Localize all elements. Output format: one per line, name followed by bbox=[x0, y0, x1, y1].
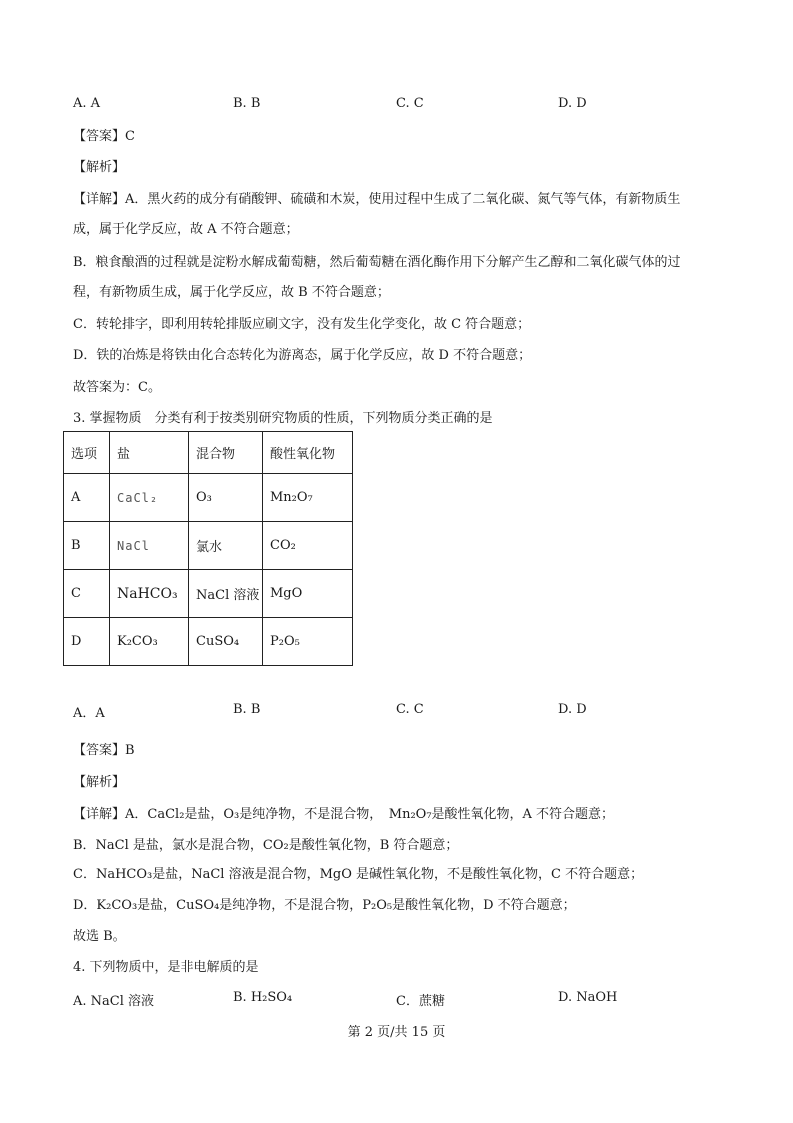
oxide-cell: Mn₂O₇ bbox=[263, 474, 353, 522]
q4-stem: 4. 下列物质中，是非电解质的是 bbox=[73, 960, 259, 975]
q2-detail-4: D．铁的冶炼是将铁由化合态转化为游离态，属于化学反应，故 D 不符合题意； bbox=[73, 348, 532, 363]
q2-detail-2b: 程，有新物质生成，属于化学反应，故 B 不符合题意； bbox=[73, 285, 390, 300]
q3-option-c: C. C bbox=[396, 702, 424, 717]
row-label: C bbox=[64, 570, 110, 618]
q2-option-a: A. A bbox=[73, 96, 101, 111]
table-row bbox=[64, 618, 353, 666]
table-row bbox=[64, 474, 353, 522]
header-acidic-oxide: 酸性氧化物 bbox=[263, 432, 353, 474]
q3-analysis-label: 【解析】 bbox=[73, 775, 126, 790]
q3-classification-table bbox=[63, 431, 353, 666]
table-row bbox=[64, 522, 353, 570]
q4-options bbox=[73, 990, 733, 1008]
row-label: A bbox=[64, 474, 110, 522]
q2-analysis-label: 【解析】 bbox=[73, 160, 126, 175]
oxide-cell: CO₂ bbox=[263, 522, 353, 570]
q2-option-b: B. B bbox=[233, 96, 261, 111]
q3-options bbox=[73, 702, 733, 720]
q2-conclusion: 故答案为：C。 bbox=[73, 380, 161, 395]
q4-option-a: A. NaCl 溶液 bbox=[73, 994, 155, 1009]
q2-answer: 【答案】C bbox=[73, 129, 135, 144]
q3-detail-2: B．NaCl 是盐，氯水是混合物，CO₂是酸性氧化物，B 符合题意； bbox=[73, 838, 459, 853]
q4-option-c: C．蔗糖 bbox=[396, 994, 445, 1009]
oxide-cell: MgO bbox=[263, 570, 353, 618]
mixture-cell: O₃ bbox=[189, 474, 263, 522]
row-label: B bbox=[64, 522, 110, 570]
header-mixture: 混合物 bbox=[189, 432, 263, 474]
q3-conclusion: 故选 B。 bbox=[73, 929, 126, 944]
q3-detail-3: C．NaHCO₃是盐，NaCl 溶液是混合物，MgO 是碱性氧化物，不是酸性氧化物，C 不符合题意； bbox=[73, 867, 644, 882]
q2-option-c: C. C bbox=[396, 96, 424, 111]
q3-stem: 3. 掌握物质 分类有利于按类别研究物质的性质，下列物质分类正确的是 bbox=[73, 411, 493, 426]
oxide-cell: P₂O₅ bbox=[263, 618, 353, 666]
q2-detail-1b: 成，属于化学反应，故 A 不符合题意； bbox=[73, 222, 299, 237]
header-option: 选项 bbox=[64, 432, 110, 474]
mixture-cell: NaCl 溶液 bbox=[189, 570, 263, 618]
q3-option-b: B. B bbox=[233, 702, 261, 717]
salt-cell: NaHCO₃ bbox=[110, 570, 189, 618]
q2-detail-3: C．转轮排字，即利用转轮排版应刷文字，没有发生化学变化，故 C 符合题意； bbox=[73, 317, 531, 332]
q2-detail-2a: B．粮食酿酒的过程就是淀粉水解成葡萄糖，然后葡萄糖在酒化酶作用下分解产生乙醇和二氧化碳气体的过 bbox=[73, 255, 681, 270]
q3-option-d: D. D bbox=[558, 702, 587, 717]
q3-answer: 【答案】B bbox=[73, 743, 135, 758]
q3-detail-4: D．K₂CO₃是盐，CuSO₄是纯净物，不是混合物，P₂O₅是酸性氧化物，D 不符合题意； bbox=[73, 898, 576, 913]
page-footer: 第 2 页/共 15 页 bbox=[347, 1025, 446, 1040]
q3-detail-1: 【详解】A．CaCl₂是盐，O₃是纯净物，不是混合物， Mn₂O₇是酸性氧化物，A 不符合题意； bbox=[73, 807, 615, 822]
q2-option-d: D. D bbox=[558, 96, 587, 111]
table-row bbox=[64, 570, 353, 618]
mixture-cell: CuSO₄ bbox=[189, 618, 263, 666]
salt-cell: NaCl bbox=[110, 522, 189, 570]
q2-detail-1a: 【详解】A．黑火药的成分有硝酸钾、硫磺和木炭，使用过程中生成了二氧化碳、氮气等气体，有新物质生 bbox=[73, 192, 681, 207]
salt-cell: CaCl₂ bbox=[110, 474, 189, 522]
row-label: D bbox=[64, 618, 110, 666]
mixture-cell: 氯水 bbox=[189, 522, 263, 570]
q2-options bbox=[73, 96, 733, 114]
table-header-row bbox=[64, 432, 353, 474]
q4-option-d: D. NaOH bbox=[558, 990, 618, 1005]
header-salt: 盐 bbox=[110, 432, 189, 474]
salt-cell: K₂CO₃ bbox=[110, 618, 189, 666]
q4-option-b: B. H₂SO₄ bbox=[233, 990, 293, 1005]
q3-option-a: A．A bbox=[73, 706, 105, 721]
